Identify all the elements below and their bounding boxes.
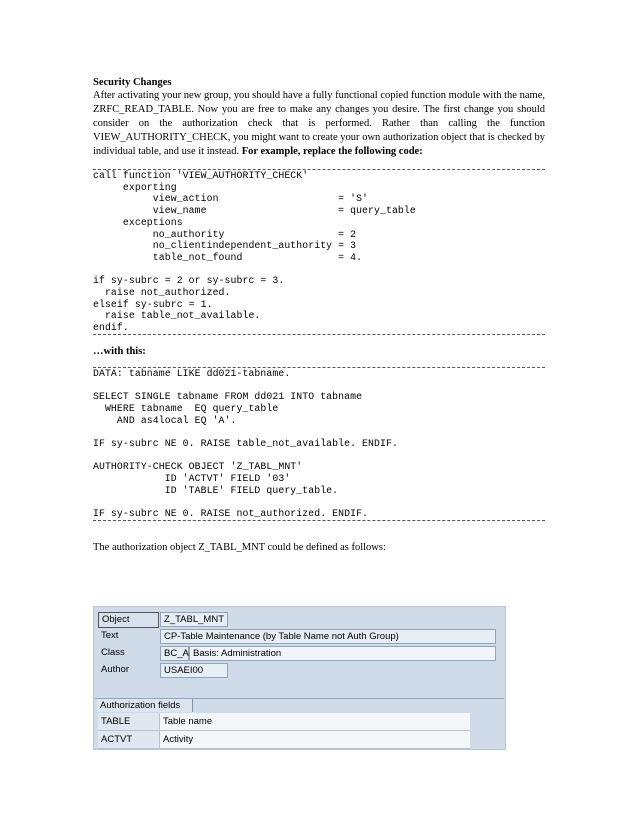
field-desc-cell: Activity — [160, 731, 470, 748]
tab-authorization-fields[interactable]: Authorization fields — [97, 699, 193, 712]
section-heading: Security Changes — [93, 77, 172, 88]
tab-strip — [95, 698, 504, 713]
document-body — [93, 76, 545, 553]
with-this-label: …with this: — [93, 345, 146, 357]
intro-bold-text: For example, replace the following code: — [241, 146, 423, 157]
sap-authorization-object-screen — [93, 606, 506, 750]
object-field[interactable]: Z_TABL_MNT — [160, 612, 228, 627]
field-desc-cell — [160, 749, 470, 750]
text-field[interactable]: CP-Table Maintenance (by Table Name not Auth Group) — [160, 629, 496, 644]
field-name-cell — [98, 749, 160, 750]
table-row-empty[interactable] — [98, 749, 470, 750]
table-row[interactable] — [98, 731, 470, 749]
figure-caption: The authorization object Z_TABL_MNT could be defined as follows: — [93, 541, 386, 553]
code-block-original: call function 'VIEW_AUTHORITY_CHECK' exporting view_action = 'S' view_name = query_table exceptions no_authority = 2 no_clientindependent_authority = 3 table_not_found = 4. if sy-subrc = 2 or sy-subrc = 3. raise not_authorized. elseif sy-subrc = 1. raise table_not_available. endif. — [93, 170, 416, 334]
class-description: Basis: Administration — [189, 646, 496, 661]
text-label: Text — [101, 630, 119, 641]
class-label: Class — [101, 647, 125, 658]
intro-text: After activating your new group, you should have a fully functional copied function module with the name, ZRFC_READ_TABLE. Now you are free to make any changes you desire. The first change you should consider on the authorization check that is performed. Rather than calling the function VIEW_AUTHORITY_CHECK, you might want to create your own authorization object that is checked by individual table, and use it instead. — [93, 90, 545, 157]
class-field[interactable]: BC_A — [160, 646, 189, 661]
code-block-replacement: DATA: tabname LIKE dd021-tabname. SELECT SINGLE tabname FROM dd021 INTO tabname WHERE tabname EQ query_table AND as4local EQ 'A'. IF sy-subrc NE 0. RAISE table_not_available. ENDIF. AUTHORITY-CHECK OBJECT 'Z_TABL_MNT' ID 'ACTVT' FIELD '03' ID 'TABLE' FIELD query_table. IF sy-subrc NE 0. RAISE not_authorized. ENDIF. — [93, 367, 398, 520]
field-desc-cell: Table name — [160, 713, 470, 730]
authorization-fields-table — [98, 713, 470, 750]
field-name-cell: ACTVT — [98, 731, 160, 748]
object-label: Object — [98, 612, 159, 628]
field-name-cell: TABLE — [98, 713, 160, 730]
table-row[interactable] — [98, 713, 470, 731]
intro-paragraph — [93, 89, 545, 159]
author-field[interactable]: USAEI00 — [160, 663, 228, 678]
author-label: Author — [101, 664, 129, 675]
